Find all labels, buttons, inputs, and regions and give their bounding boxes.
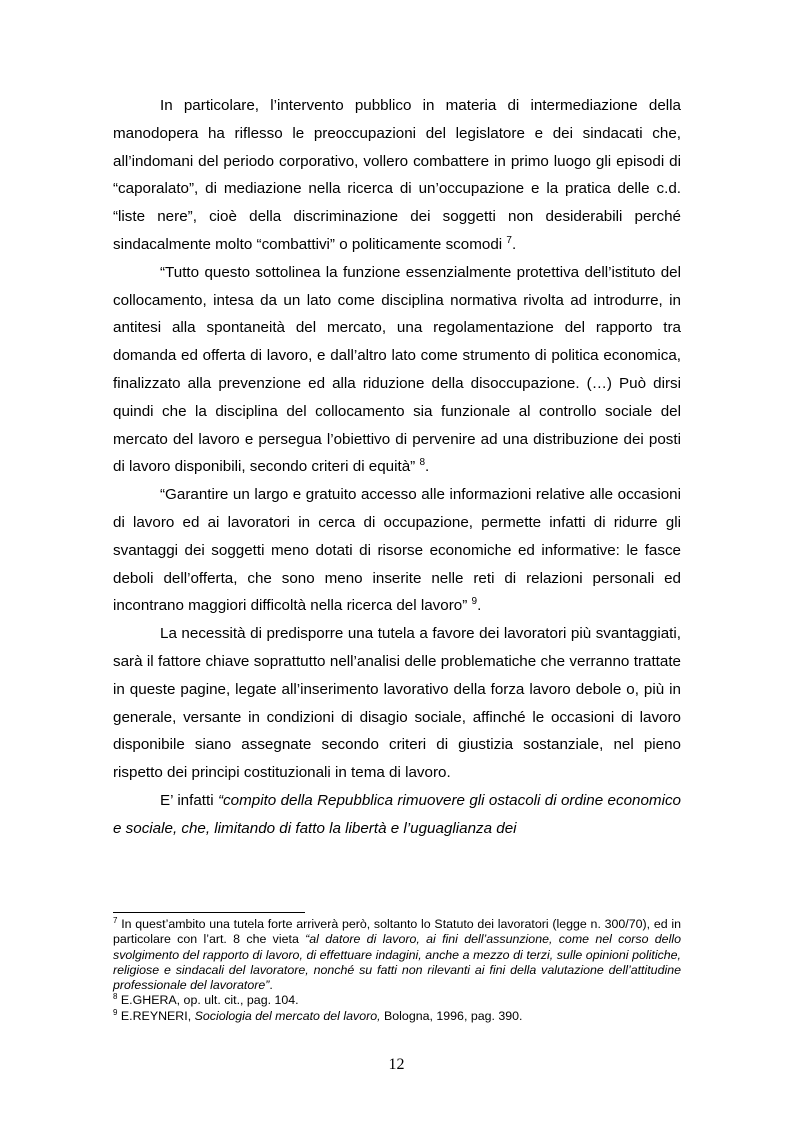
paragraph-3-tail: . bbox=[477, 597, 482, 615]
paragraph-4-text: La necessità di predisporre una tutela a favore dei lavoratori più svantaggiati, sarà il fattore chiave soprattutto nell’analisi delle problematiche che verranno trattate in queste pagine, legate all’inserimento lavorativo della forza lavoro debole o, più in generale, versante in condizioni di disagio sociale, affinché le occasioni di lavoro disponibile siano assegnate secondo criteri di giustizia sostanziale, nel pieno rispetto dei principi costituzionali in tema di lavoro. bbox=[113, 625, 681, 782]
footnote-7-text: In quest’ambito una tutela forte arriverà però, soltanto lo Statuto dei lavoratori (legge n. 300/70), ed in particolare con l’art. 8 che vieta bbox=[113, 917, 681, 947]
footnotes bbox=[113, 917, 681, 1024]
constitution-quote: “compito della Repubblica rimuovere gli ostacoli di ordine economico e sociale, che, limitando di fatto la libertà e l’uguaglianza dei bbox=[113, 791, 681, 837]
paragraph-2 bbox=[113, 259, 681, 481]
footnote-7-tail: . bbox=[269, 978, 273, 993]
footnote-ref-9[interactable]: 9 bbox=[471, 596, 478, 608]
paragraph-4 bbox=[113, 620, 681, 787]
paragraph-3 bbox=[113, 481, 681, 620]
paragraph-3-text: “Garantire un largo e gratuito accesso alle informazioni relative alle occasioni di lavoro ed ai lavoratori in cerca di occupazione, permette infatti di ridurre gli svantaggi dei soggetti meno dotati di risorse economiche ed informative: le fasce deboli dell’offerta, che sono meno inserite nelle reti di relazioni personali ed incontrano maggiori difficoltà nella ricerca del lavoro” bbox=[113, 486, 681, 615]
paragraph-5 bbox=[113, 787, 681, 843]
footnote-9-author: E.REYNERI, bbox=[120, 1008, 192, 1023]
footnote-9-title: Sociologia del mercato del lavoro, bbox=[194, 1008, 381, 1023]
body-text bbox=[113, 92, 681, 843]
footnote-7-quote: “al datore di lavoro, ai fini dell’assunzione, come nel corso dello svolgimento del rapporto di lavoro, di effettuare indagini, anche a mezzo di terzi, sulle opinioni politiche, religiose e sindacali del lavoratore, nonché su fatti non rilevanti ai fini della valutazione dell’attitudine professionale del lavoratore” bbox=[113, 932, 681, 993]
paragraph-2-tail: . bbox=[425, 458, 430, 476]
footnote-ref-8[interactable]: 8 bbox=[419, 457, 426, 469]
footnote-7 bbox=[113, 917, 681, 993]
paragraph-2-text: “Tutto questo sottolinea la funzione essenzialmente protettiva dell’istituto del collocamento, intesa da un lato come disciplina normativa rivolta ad introdurre, in antitesi alla spontaneità del mercato, una regolamentazione del rapporto tra domanda ed offerta di lavoro, e dall’altro lato come strumento di politica economica, finalizzato alla prevenzione ed alla riduzione della disoccupazione. (…) Può dirsi quindi che la disciplina del collocamento sia funzionale al controllo sociale del mercato del lavoro e persegua l’obiettivo di pervenire ad una distribuzione dei posti di lavoro disponibili, secondo criteri di equità” bbox=[113, 263, 681, 476]
footnote-9-rest: Bologna, 1996, pag. 390. bbox=[384, 1008, 523, 1023]
page-number: 12 bbox=[388, 1056, 405, 1073]
footnote-number: 8 bbox=[113, 992, 118, 1002]
footnote-9 bbox=[113, 1009, 681, 1024]
footnote-8-text: E.GHERA, op. ult. cit., pag. 104. bbox=[120, 993, 299, 1008]
footnote-separator bbox=[113, 912, 305, 913]
footnote-ref-7[interactable]: 7 bbox=[506, 234, 512, 246]
paragraph-1-text: In particolare, l’intervento pubblico in materia di intermediazione della manodopera ha riflesso le preoccupazioni del legislatore e dei sindacati che, all’indomani del periodo corporativo, vollero combattere in primo luogo gli episodi di “caporalato”, di mediazione nella ricerca di un’occupazione e la pratica delle c.d. “liste nere”, cioè della discriminazione dei soggetti non desiderabili perché sindacalmente molto “combattivi” o politicamente scomodi bbox=[113, 97, 681, 253]
paragraph-5-lead: E’ infatti bbox=[160, 791, 214, 809]
paragraph-1-tail: . bbox=[511, 235, 517, 253]
paragraph-1 bbox=[113, 92, 681, 259]
footnote-number: 7 bbox=[113, 915, 118, 925]
footnote-number: 9 bbox=[113, 1007, 118, 1017]
footnote-8 bbox=[113, 993, 681, 1008]
